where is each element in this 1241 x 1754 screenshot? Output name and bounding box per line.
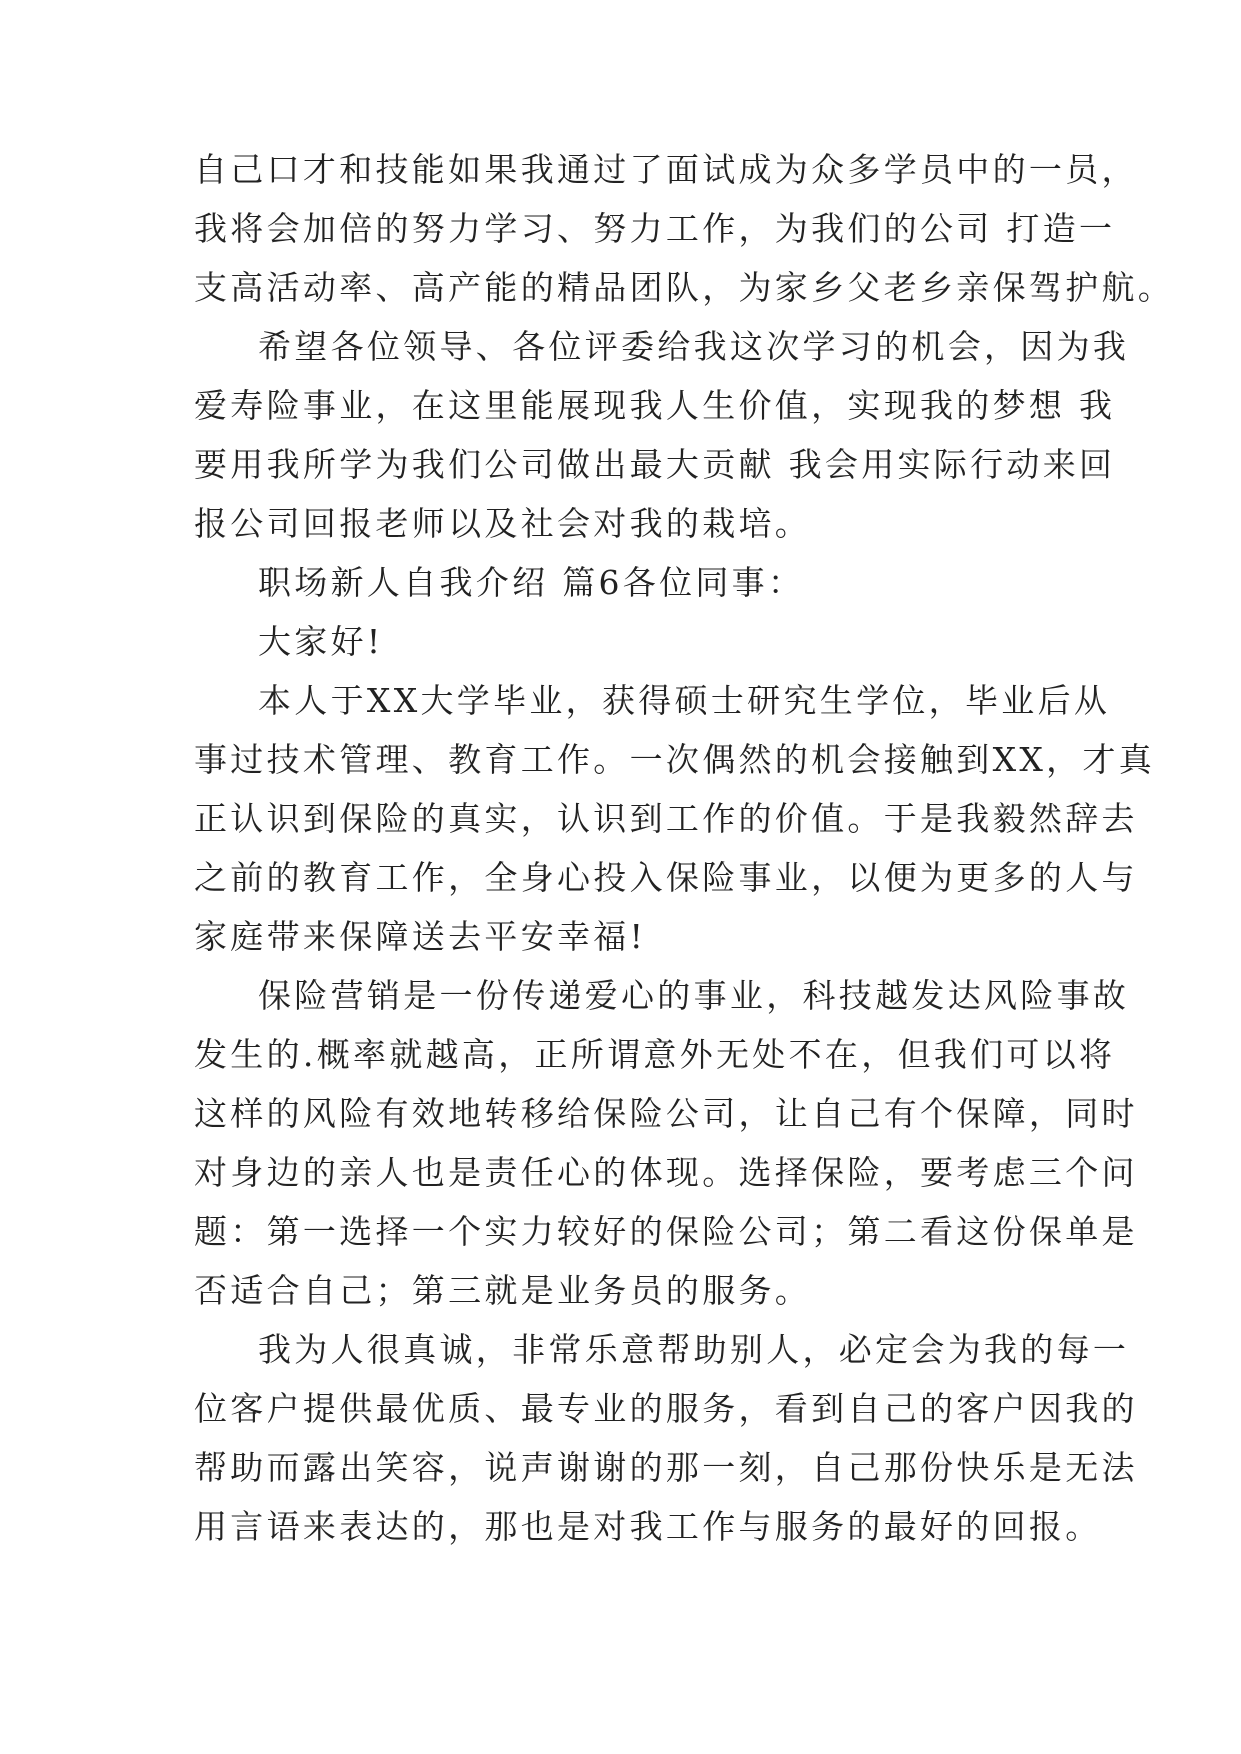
text-line: 事过技术管理、教育工作。一次偶然的机会接触到XX，才真 [194, 740, 1156, 779]
paragraph-start-line: 本人于XX大学毕业，获得硕士研究生学位，毕业后从 [258, 681, 1111, 720]
paragraph-start-line: 保险营销是一份传递爱心的事业，科技越发达风险事故 [258, 976, 1130, 1015]
text-line: 题：第一选择一个实力较好的保险公司；第二看这份保单是 [194, 1212, 1138, 1251]
paragraph-start-line: 希望各位领导、各位评委给我这次学习的机会，因为我 [258, 327, 1130, 366]
section-heading-line: 职场新人自我介绍 篇6各位同事： [258, 563, 805, 602]
text-line: 支高活动率、高产能的精品团队，为家乡父老乡亲保驾护航。 [194, 268, 1175, 307]
text-line: 自己口才和技能如果我通过了面试成为众多学员中的一员， [194, 150, 1138, 189]
text-line: 之前的教育工作，全身心投入保险事业，以便为更多的人与 [194, 858, 1138, 897]
text-line: 否适合自己；第三就是业务员的服务。 [194, 1271, 812, 1310]
text-line: 位客户提供最优质、最专业的服务，看到自己的客户因我的 [194, 1389, 1138, 1428]
text-line: 用言语来表达的，那也是对我工作与服务的最好的回报。 [194, 1507, 1102, 1546]
text-line: 爱寿险事业，在这里能展现我人生价值，实现我的梦想 我 [194, 386, 1116, 425]
text-line: 我将会加倍的努力学习、努力工作，为我们的公司 打造一 [194, 209, 1116, 248]
text-line: 对身边的亲人也是责任心的体现。选择保险，要考虑三个问 [194, 1153, 1138, 1192]
text-line: 报公司回报老师以及社会对我的栽培。 [194, 504, 812, 543]
text-line: 这样的风险有效地转移给保险公司，让自己有个保障，同时 [194, 1094, 1138, 1133]
text-line: 帮助而露出笑容，说声谢谢的那一刻，自己那份快乐是无法 [194, 1448, 1138, 1487]
text-line: 要用我所学为我们公司做出最大贡献 我会用实际行动来回 [194, 445, 1116, 484]
text-line: 发生的.概率就越高，正所谓意外无处不在，但我们可以将 [194, 1035, 1116, 1074]
paragraph-start-line: 我为人很真诚，非常乐意帮助别人，必定会为我的每一 [258, 1330, 1130, 1369]
greeting-line: 大家好! [258, 622, 384, 661]
text-line: 正认识到保险的真实，认识到工作的价值。于是我毅然辞去 [194, 799, 1138, 838]
text-line: 家庭带来保障送去平安幸福! [194, 917, 647, 956]
